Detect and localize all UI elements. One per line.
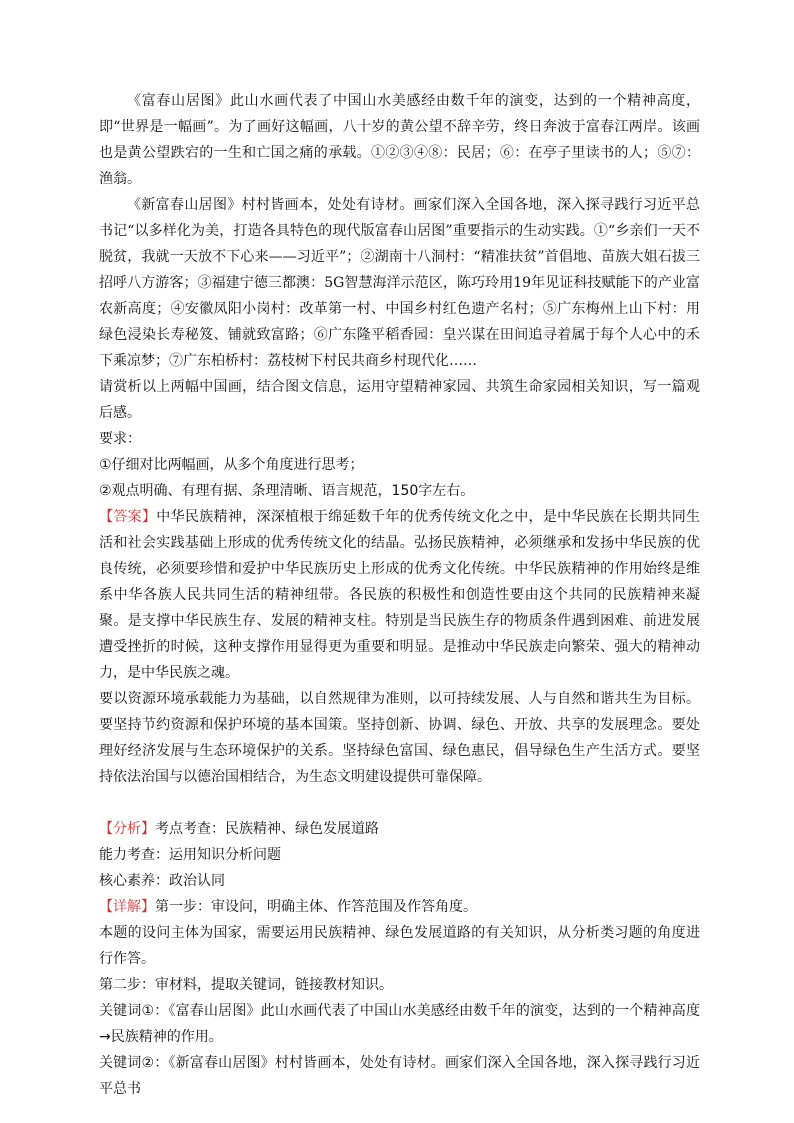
analysis-line-1 xyxy=(99,816,700,842)
material-paragraph-new-fuchun: 《新富春山居图》村村皆画本，处处有诗材。画家们深入全国各地，深入探寻践行习近平总书记“以多样化为美，打造各具特色的现代版富春山居图”重要指示的生动实践。①“乡亲们一天不脱贫，我就一天放不下心来——习近平”；②湖南十八洞村：“精准扶贫”首倡地、苗族大姐石拔三招呼八方游客；③福建宁德三都澳：5G智慧海洋示范区，陈巧玲用19年见证科技赋能下的产业富农新高度；④安徽凤阳小岗村：改革第一村、中国乡村红色遗产名村；⑤广东梅州上山下村：用绿色浸染长寿秘笈、铺就致富路；⑥广东隆平稻香园：皇兴谋在田间追寻着属于每个人心中的禾下乘凉梦；⑦广东柏桥村：荔枝树下村民共商乡村现代化…… xyxy=(99,197,700,369)
page-content xyxy=(99,88,700,1102)
material-paragraph-fuchun: 《富春山居图》此山水画代表了中国山水美感经由数千年的演变，达到的一个精神高度，即“世界是一幅画”。为了画好这幅画，八十岁的黄公望不辞辛劳，终日奔波于富春江两岸。该画也是黄公望跌宕的一生和亡国之痛的承载。①②③④⑧：民居；⑥：在亭子里读书的人；⑤⑦：渔翁。 xyxy=(99,93,700,187)
material-section xyxy=(99,88,700,374)
detail-step-1 xyxy=(99,894,700,920)
detail-tag: 【详解】 xyxy=(99,899,155,915)
analysis-section xyxy=(99,816,700,894)
analysis-line-2: 能力考查：运用知识分析问题 xyxy=(99,847,281,863)
detail-step-1-text: 第一步：审设问，明确主体、作答范围及作答角度。 xyxy=(155,899,477,915)
answer-paragraph-2: 要以资源环境承载能力为基础，以自然规律为准则，以可持续发展、人与自然和谐共生为目标。要坚持节约资源和保护环境的基本国策。坚持创新、协调、绿色、开放、共享的发展理念。要处理好经济发展与生态环境保护的关系。坚持绿色富国、绿色惠民，倡导绿色生产生活方式。要坚持依法治国与以德治国相结合，为生态文明建设提供可靠保障。 xyxy=(99,691,700,785)
answer-text-1: 中华民族精神，深深植根于绵延数千年的优秀传统文化之中，是中华民族在长期共同生活和社会实践基础上形成的优秀传统文化的结晶。弘扬民族精神，必须继承和发扬中华民族的优良传统，必须要珍惜和爱护中华民族历史上形成的优秀文化传统。中华民族精神的作用始终是维系中华各族人民共同生活的精神纽带。各民族的积极性和创造性要由这个共同的民族精神来凝聚。是支撑中华民族生存、发展的精神支柱。特别是当民族生存的物质条件遇到困难、前进发展遭受挫折的时候，这种支撑作用显得更为重要和明显。是推动中华民族走向繁荣、强大的精神动力，是中华民族之魂。 xyxy=(99,509,701,681)
analysis-line-3: 核心素养：政治认同 xyxy=(99,873,225,889)
question-section xyxy=(99,374,700,504)
answer-section xyxy=(99,504,700,790)
answer-paragraph-1 xyxy=(99,504,700,686)
answer-tag: 【答案】 xyxy=(99,509,157,525)
question-prompt: 请赏析以上两幅中国画，结合图文信息，运用守望精神家园、共筑生命家园相关知识，写一篇观后感。 xyxy=(99,379,700,421)
section-gap xyxy=(99,790,700,816)
requirement-2: ②观点明确、有理有据、条理清晰、语言规范，150字左右。 xyxy=(99,483,475,499)
requirement-1: ①仔细对比两幅画，从多个角度进行思考； xyxy=(99,457,364,473)
requirements-label: 要求： xyxy=(99,431,141,447)
detail-step-1-body: 本题的设问主体为国家，需要运用民族精神、绿色发展道路的有关知识，从分析类习题的角度进行作答。 xyxy=(99,925,700,967)
analysis-tag: 【分析】 xyxy=(99,821,155,837)
detail-section xyxy=(99,894,700,1102)
analysis-text-1: 考点考查：民族精神、绿色发展道路 xyxy=(155,821,379,837)
detail-step-2: 第二步：审材料，提取关键词，链接教材知识。 xyxy=(99,977,393,993)
detail-keyword-1: 关键词①：《富春山居图》此山水画代表了中国山水美感经由数千年的演变，达到的一个精神高度→民族精神的作用。 xyxy=(99,1003,700,1045)
detail-keyword-2: 关键词②：《新富春山居图》村村皆画本，处处有诗材。画家们深入全国各地，深入探寻践行习近平总书 xyxy=(99,1055,700,1097)
